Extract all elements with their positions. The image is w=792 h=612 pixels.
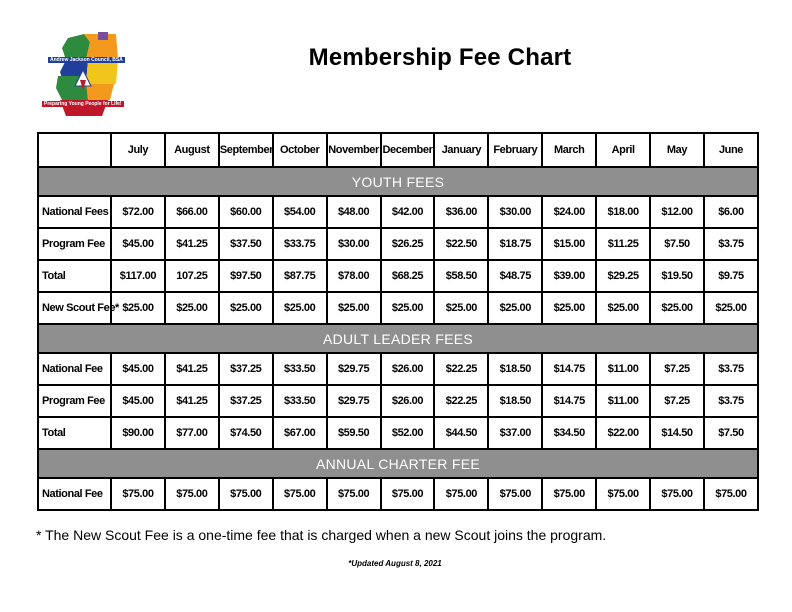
updated-date: *Updated August 8, 2021	[348, 559, 442, 568]
fee-cell: $75.00	[381, 478, 435, 510]
fee-cell: $3.75	[704, 353, 758, 385]
fee-cell: $39.00	[542, 260, 596, 292]
fee-cell: $90.00	[111, 417, 165, 449]
fee-cell: $25.00	[381, 292, 435, 324]
fee-cell: $54.00	[273, 196, 327, 228]
fee-cell: $18.00	[596, 196, 650, 228]
fee-cell: $75.00	[650, 478, 704, 510]
month-header: December	[381, 133, 435, 167]
fee-cell: $34.50	[542, 417, 596, 449]
month-header: March	[542, 133, 596, 167]
fee-cell: $25.00	[219, 292, 273, 324]
fee-cell: $22.00	[596, 417, 650, 449]
row-label: National Fee	[38, 353, 111, 385]
month-header: June	[704, 133, 758, 167]
section-header-row	[38, 167, 758, 196]
fee-cell: $45.00	[111, 353, 165, 385]
council-logo	[38, 30, 128, 118]
row-label: New Scout Fee*	[38, 292, 111, 324]
fee-cell: $3.75	[704, 228, 758, 260]
fee-cell: $25.00	[704, 292, 758, 324]
fee-cell: $11.25	[596, 228, 650, 260]
fee-cell: $25.00	[327, 292, 381, 324]
month-header: April	[596, 133, 650, 167]
fee-cell: $72.00	[111, 196, 165, 228]
fee-cell: $12.00	[650, 196, 704, 228]
fee-cell: $22.25	[434, 353, 488, 385]
fee-cell: $59.50	[327, 417, 381, 449]
fee-cell: $18.75	[488, 228, 542, 260]
fee-cell: $33.75	[273, 228, 327, 260]
fee-cell: $25.00	[434, 292, 488, 324]
fee-cell: $48.75	[488, 260, 542, 292]
fee-cell: $75.00	[488, 478, 542, 510]
fee-cell: $60.00	[219, 196, 273, 228]
fee-cell: $9.75	[704, 260, 758, 292]
table-row	[38, 353, 758, 385]
fee-cell: $11.00	[596, 385, 650, 417]
fee-cell: $45.00	[111, 385, 165, 417]
fee-cell: $75.00	[165, 478, 219, 510]
fee-cell: $48.00	[327, 196, 381, 228]
fee-cell: $41.25	[165, 228, 219, 260]
page-title: Membership Fee Chart	[308, 44, 572, 71]
fee-cell: $7.50	[650, 228, 704, 260]
fee-cell: $37.25	[219, 353, 273, 385]
table-row	[38, 228, 758, 260]
table-row	[38, 260, 758, 292]
fee-cell: $78.00	[327, 260, 381, 292]
row-label: Total	[38, 417, 111, 449]
row-label: National Fees	[38, 196, 111, 228]
fee-cell: $75.00	[434, 478, 488, 510]
fee-cell: $26.00	[381, 385, 435, 417]
row-label: Program Fee	[38, 228, 111, 260]
fee-cell: $7.50	[704, 417, 758, 449]
logo-tagline: Preparing Young People for Life!	[44, 101, 122, 107]
fee-cell: $18.50	[488, 353, 542, 385]
table-row	[38, 478, 758, 510]
fee-cell: $33.50	[273, 353, 327, 385]
fee-cell: $66.00	[165, 196, 219, 228]
fee-cell: $87.75	[273, 260, 327, 292]
section-title: ADULT LEADER FEES	[38, 324, 758, 353]
fee-cell: $41.25	[165, 353, 219, 385]
fee-cell: $75.00	[542, 478, 596, 510]
fee-cell: $15.00	[542, 228, 596, 260]
fee-cell: $37.25	[219, 385, 273, 417]
table-row	[38, 385, 758, 417]
fee-cell: $33.50	[273, 385, 327, 417]
fee-cell: $14.75	[542, 385, 596, 417]
fee-cell: $24.00	[542, 196, 596, 228]
fee-cell: $44.50	[434, 417, 488, 449]
fee-cell: $11.00	[596, 353, 650, 385]
fee-cell: $75.00	[111, 478, 165, 510]
fee-cell: 107.25	[165, 260, 219, 292]
row-label: Program Fee	[38, 385, 111, 417]
footnote: * The New Scout Fee is a one-time fee that is charged when a new Scout joins the program.	[36, 527, 607, 543]
fee-cell: $75.00	[704, 478, 758, 510]
row-label: Total	[38, 260, 111, 292]
section-title: YOUTH FEES	[38, 167, 758, 196]
month-header: October	[273, 133, 327, 167]
fee-cell: $19.50	[650, 260, 704, 292]
fee-cell: $75.00	[219, 478, 273, 510]
table-row	[38, 417, 758, 449]
section-title: ANNUAL CHARTER FEE	[38, 449, 758, 478]
fee-cell: $75.00	[596, 478, 650, 510]
month-header: January	[434, 133, 488, 167]
fee-cell: $58.50	[434, 260, 488, 292]
table-row	[38, 196, 758, 228]
fee-table	[37, 132, 759, 511]
fee-cell: $29.75	[327, 385, 381, 417]
fee-cell: $75.00	[327, 478, 381, 510]
fee-cell: $25.00	[542, 292, 596, 324]
fee-cell: $14.75	[542, 353, 596, 385]
month-header: November	[327, 133, 381, 167]
fee-cell: $25.00	[488, 292, 542, 324]
row-label: National Fee	[38, 478, 111, 510]
fee-cell: $37.00	[488, 417, 542, 449]
header-row	[38, 133, 758, 167]
header-corner	[38, 133, 111, 167]
fee-cell: $45.00	[111, 228, 165, 260]
section-header-row	[38, 324, 758, 353]
fee-cell: $77.00	[165, 417, 219, 449]
fee-cell: $42.00	[381, 196, 435, 228]
fee-cell: $52.00	[381, 417, 435, 449]
fee-cell: $25.00	[111, 292, 165, 324]
fee-cell: $67.00	[273, 417, 327, 449]
fee-cell: $36.00	[434, 196, 488, 228]
fee-cell: $97.50	[219, 260, 273, 292]
fee-cell: $7.25	[650, 353, 704, 385]
fee-table-body	[38, 167, 758, 510]
fee-cell: $75.00	[273, 478, 327, 510]
fee-cell: $3.75	[704, 385, 758, 417]
fee-cell: $14.50	[650, 417, 704, 449]
month-header: August	[165, 133, 219, 167]
fee-cell: $22.25	[434, 385, 488, 417]
logo-council-name: Andrew Jackson Council, BSA	[50, 57, 123, 63]
fee-cell: $25.00	[650, 292, 704, 324]
fee-cell: $29.75	[327, 353, 381, 385]
fee-cell: $25.00	[165, 292, 219, 324]
fee-cell: $26.25	[381, 228, 435, 260]
fee-cell: $68.25	[381, 260, 435, 292]
fee-cell: $25.00	[596, 292, 650, 324]
fee-cell: $41.25	[165, 385, 219, 417]
section-header-row	[38, 449, 758, 478]
fee-cell: $7.25	[650, 385, 704, 417]
fee-cell: $6.00	[704, 196, 758, 228]
fee-cell: $18.50	[488, 385, 542, 417]
month-header: July	[111, 133, 165, 167]
month-header: September	[219, 133, 273, 167]
month-header: February	[488, 133, 542, 167]
fee-cell: $30.00	[327, 228, 381, 260]
fee-cell: $26.00	[381, 353, 435, 385]
fee-cell: $25.00	[273, 292, 327, 324]
month-header: May	[650, 133, 704, 167]
table-row	[38, 292, 758, 324]
fee-cell: $29.25	[596, 260, 650, 292]
fee-cell: $22.50	[434, 228, 488, 260]
fee-cell: $37.50	[219, 228, 273, 260]
fee-cell: $30.00	[488, 196, 542, 228]
fee-cell: $117.00	[111, 260, 165, 292]
fee-cell: $74.50	[219, 417, 273, 449]
